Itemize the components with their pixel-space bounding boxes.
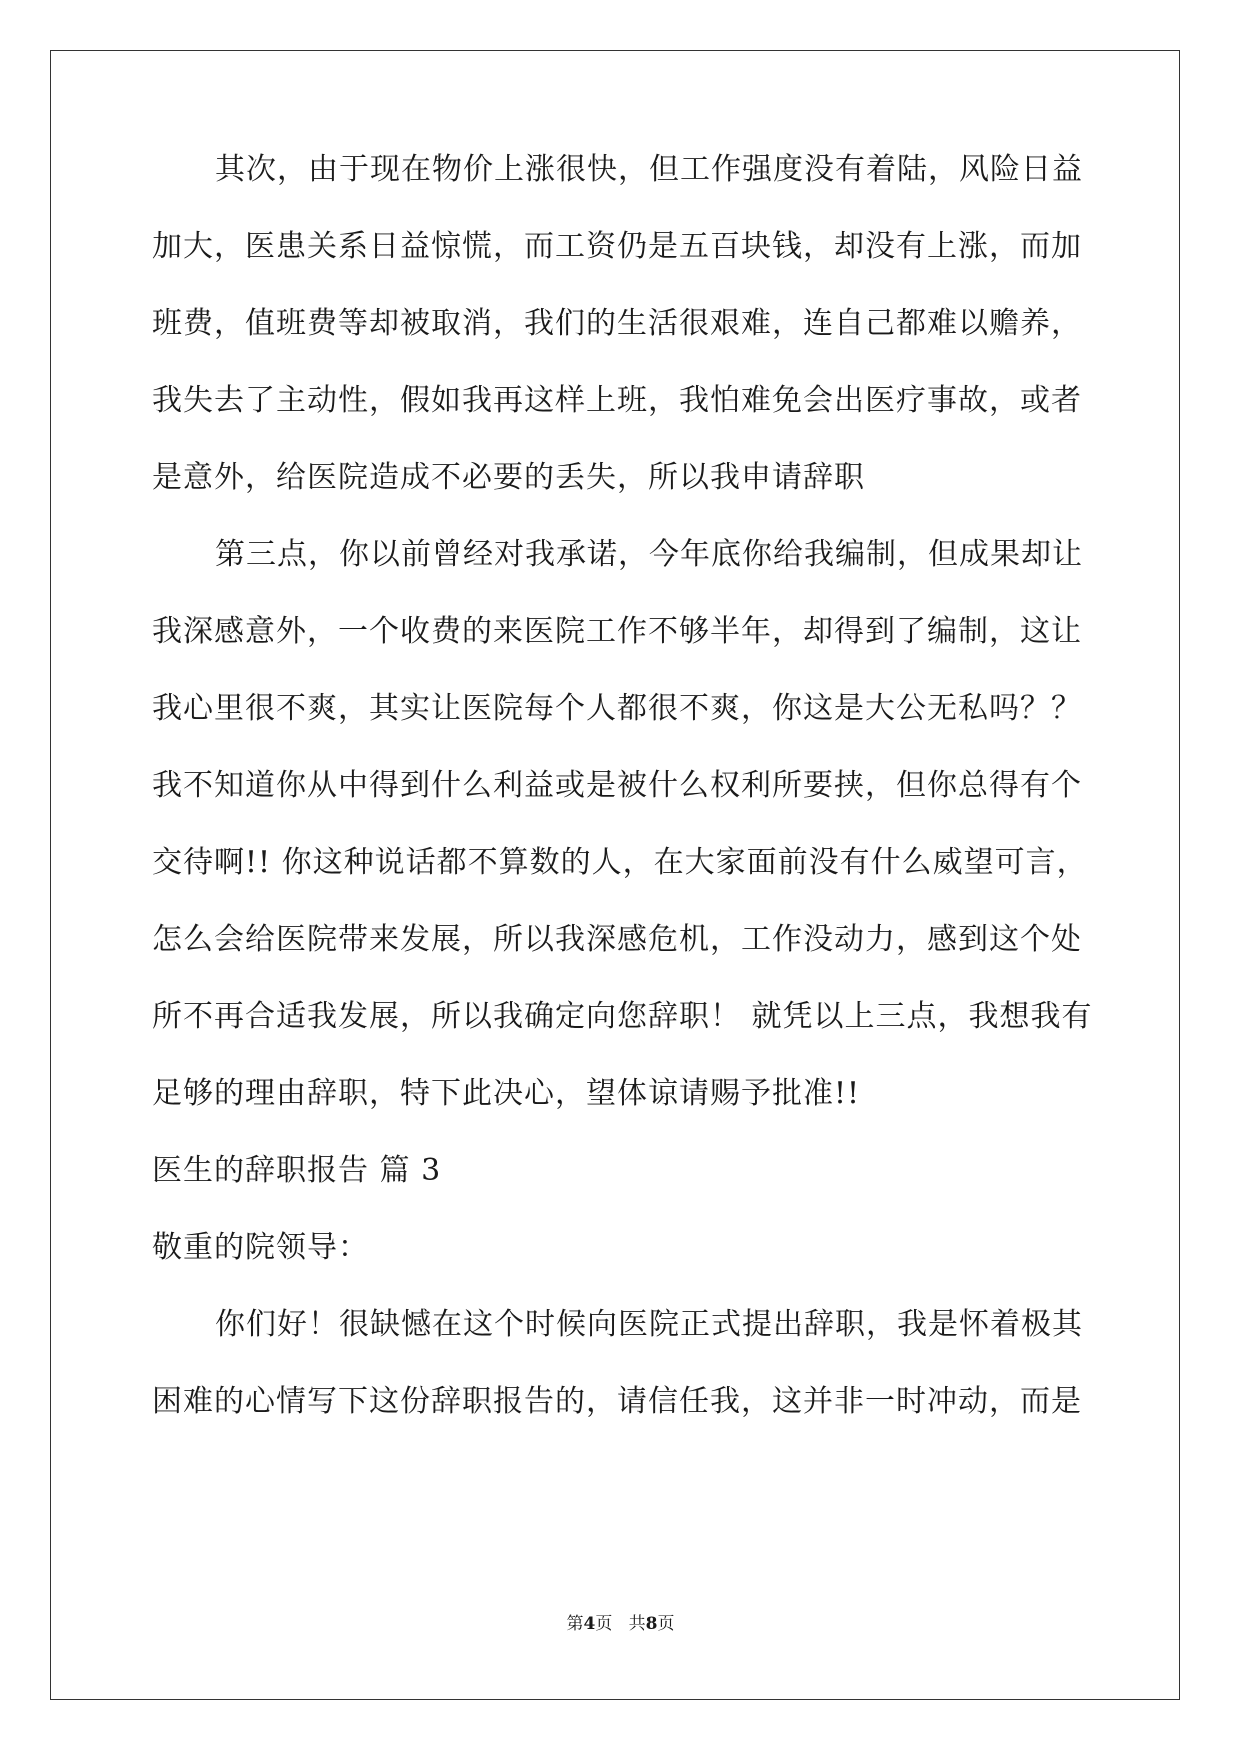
page-prefix: 第 <box>566 1614 584 1634</box>
paragraph-line: 足够的理由辞职，特下此决心，望体谅请赐予批准!! <box>152 1076 861 1111</box>
paragraph-line: 所不再合适我发展，所以我确定向您辞职！ 就凭以上三点，我想我有 <box>152 999 1093 1034</box>
paragraph-line: 怎么会给医院带来发展，所以我深感危机，工作没动力，感到这个处 <box>152 922 1082 957</box>
paragraph-line: 加大，医患关系日益惊慌，而工资仍是五百块钱，却没有上涨，而加 <box>152 229 1082 264</box>
paragraph-line: 你们好！很缺憾在这个时候向医院正式提出辞职，我是怀着极其 <box>215 1307 1083 1342</box>
paragraph-line: 我心里很不爽，其实让医院每个人都很不爽，你这是大公无私吗？？ <box>152 691 1082 726</box>
paragraph-line: 班费，值班费等却被取消，我们的生活很艰难，连自己都难以赡养， <box>152 306 1082 341</box>
salutation: 敬重的院领导： <box>152 1230 369 1265</box>
section-heading: 医生的辞职报告 篇 3 <box>152 1153 442 1188</box>
paragraph-line: 困难的心情写下这份辞职报告的，请信任我，这并非一时冲动，而是 <box>152 1384 1082 1419</box>
paragraph-line: 我不知道你从中得到什么利益或是被什么权利所要挟，但你总得有个 <box>152 768 1082 803</box>
page-footer <box>0 1612 1241 1636</box>
paragraph-line: 第三点，你以前曾经对我承诺，今年底你给我编制，但成果却让 <box>215 537 1083 572</box>
total-pages: 8 <box>645 1614 658 1634</box>
paragraph-line: 其次，由于现在物价上涨很快，但工作强度没有着陆，风险日益 <box>215 152 1083 187</box>
page-number: 4 <box>583 1614 596 1634</box>
paragraph-line: 交待啊!! 你这种说话都不算数的人，在大家面前没有什么威望可言， <box>152 845 1088 880</box>
paragraph-line: 是意外，给医院造成不必要的丢失，所以我申请辞职 <box>152 460 865 495</box>
paragraph-line: 我失去了主动性，假如我再这样上班，我怕难免会出医疗事故，或者 <box>152 383 1082 418</box>
total-suffix: 页 <box>657 1614 675 1634</box>
page-suffix: 页 <box>595 1614 613 1634</box>
paragraph-line: 我深感意外，一个收费的来医院工作不够半年，却得到了编制，这让 <box>152 614 1082 649</box>
total-prefix: 共 <box>628 1614 646 1634</box>
